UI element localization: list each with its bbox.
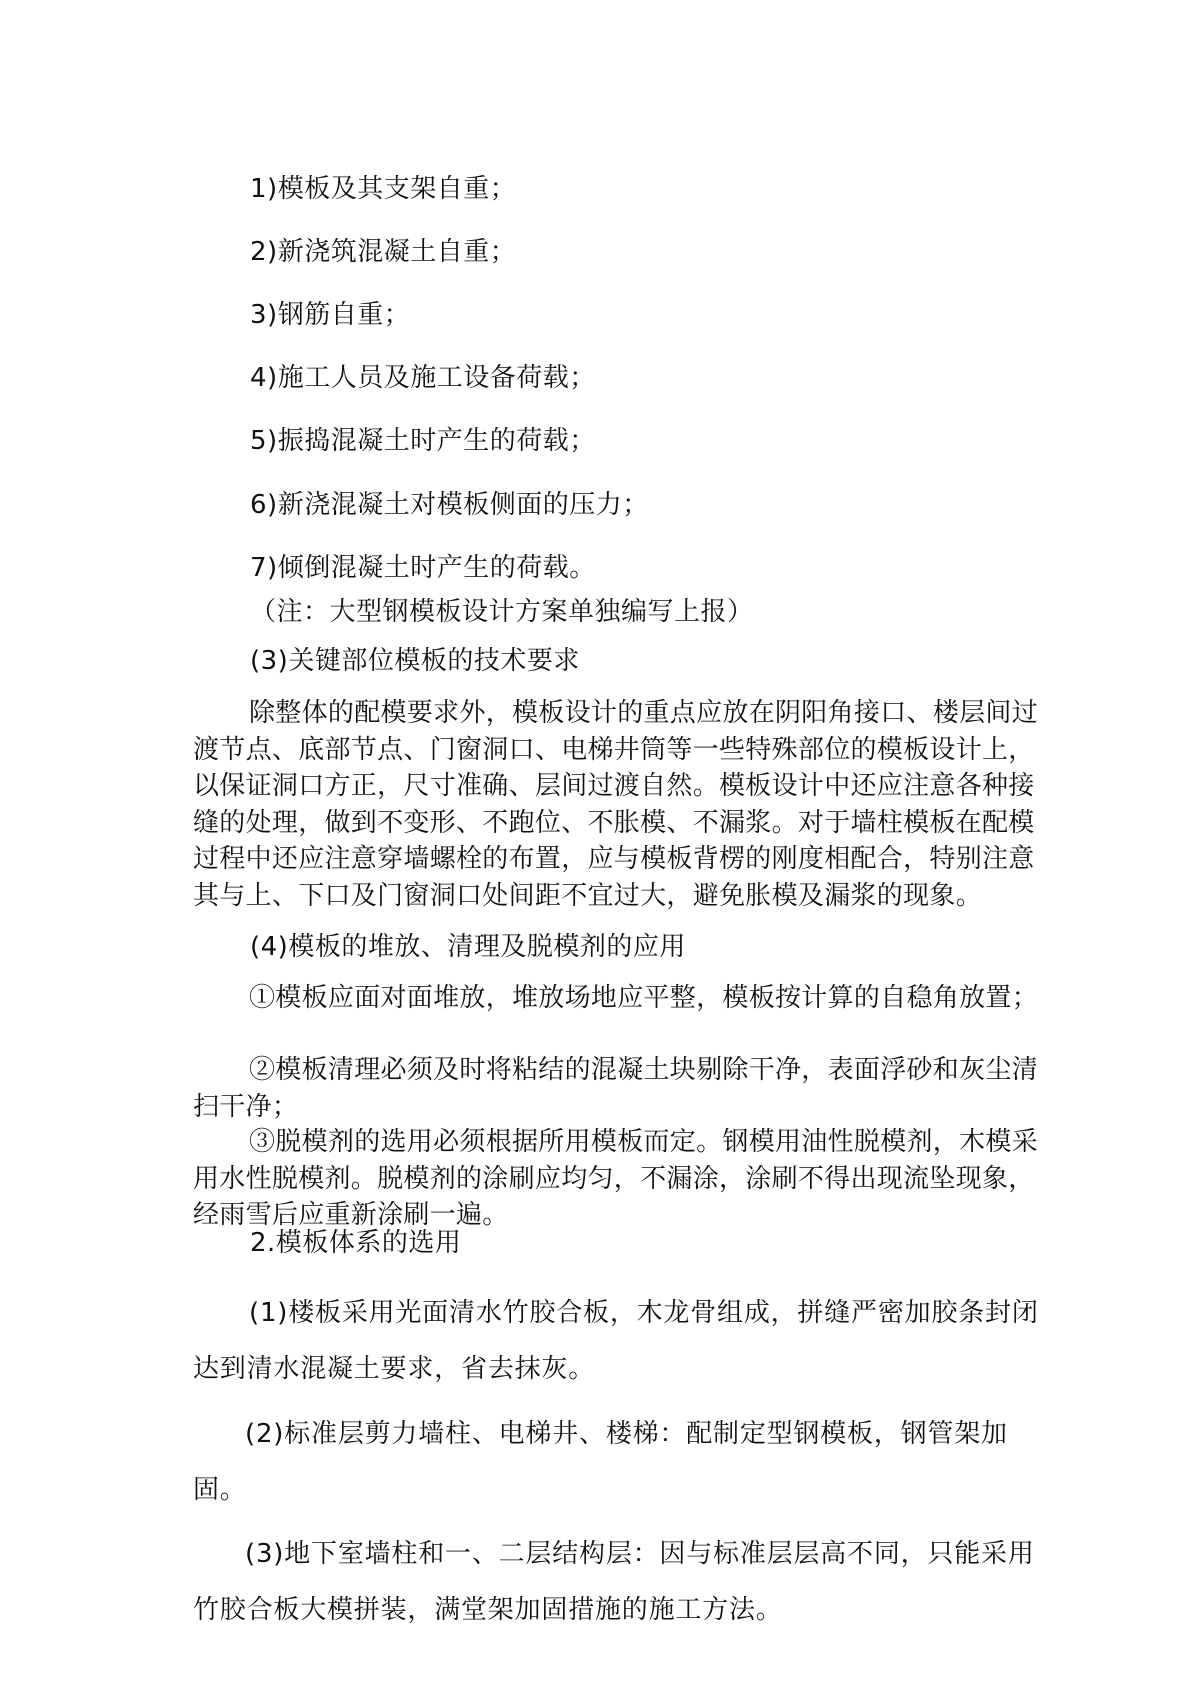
- list-item: [193, 1406, 1043, 1518]
- section-title: 关键部位模板的技术要求: [288, 646, 580, 676]
- section-number: (4): [250, 932, 289, 962]
- item-text: 新浇混凝土对模板侧面的压力；: [277, 490, 649, 520]
- list-item: [193, 1285, 1043, 1397]
- load-item: [250, 361, 596, 395]
- section-title: 模板体系的选用: [275, 1228, 462, 1258]
- list-item: ③脱模剂的选用必须根据所用模板而定。钢模用油性脱模剂，木模采用水性脱模剂。脱模剂的涂刷应均匀，不漏涂，涂刷不得出现流坠现象，经雨雪后应重新涂刷一遍。: [193, 1127, 1039, 1230]
- section-heading: [250, 1226, 461, 1260]
- item-number: (1): [249, 1298, 289, 1328]
- load-item: [250, 551, 596, 585]
- section-number: 2.: [250, 1228, 276, 1258]
- load-item: [250, 235, 516, 269]
- section-heading: [250, 644, 580, 678]
- item-number: 2): [250, 237, 278, 267]
- item-text: 振捣混凝土时产生的荷载；: [277, 426, 596, 456]
- item-number: 5): [250, 426, 278, 456]
- item-number: 6): [250, 490, 278, 520]
- list-item: [193, 1526, 1043, 1638]
- load-item: [250, 172, 516, 206]
- load-item: [250, 298, 410, 332]
- item-number: 4): [250, 363, 278, 393]
- item-number: (3): [245, 1539, 285, 1569]
- item-text: 倾倒混凝土时产生的荷载。: [277, 553, 596, 583]
- list-item: ②模板清理必须及时将粘结的混凝土块剔除干净，表面浮砂和灰尘清扫干净；: [193, 1055, 1039, 1122]
- item-text: 钢筋自重；: [277, 300, 411, 330]
- item-text: 模板及其支架自重；: [277, 174, 517, 204]
- item-text: 新浇筑混凝土自重；: [277, 237, 517, 267]
- item-text: 楼板采用光面清水竹胶合板，木龙骨组成，拼缝严密加胶条封闭达到清水混凝土要求，省去抹灰。: [193, 1298, 1039, 1384]
- item-text: 标准层剪力墙柱、电梯井、楼梯：配制定型钢模板，钢管架加固。: [193, 1419, 1008, 1505]
- note: （注：大型钢模板设计方案单独编写上报）: [250, 597, 754, 627]
- section-heading: [250, 930, 686, 964]
- item-number: 1): [250, 174, 278, 204]
- item-number: 3): [250, 300, 278, 330]
- item-text: 地下室墙柱和一、二层结构层：因与标准层层高不同，只能采用竹胶合板大模拼装，满堂架加固措施的施工方法。: [193, 1539, 1035, 1625]
- section-number: (3): [250, 646, 289, 676]
- load-item: [250, 488, 649, 522]
- list-item: ①模板应面对面堆放，堆放场地应平整，模板按计算的自稳角放置；: [249, 983, 1039, 1013]
- item-text: 施工人员及施工设备荷载；: [277, 363, 596, 393]
- item-number: (2): [245, 1419, 285, 1449]
- item-number: 7): [250, 553, 278, 583]
- section-title: 模板的堆放、清理及脱模剂的应用: [288, 932, 686, 962]
- body-paragraph: 除整体的配模要求外，模板设计的重点应放在阴阳角接口、楼层间过渡节点、底部节点、门窗洞口、电梯井筒等一些特殊部位的模板设计上，以保证洞口方正，尺寸准确、层间过渡自然。模板设计中还应注意各种接缝的处理，做到不变形、不跑位、不胀模、不漏浆。对于墙柱模板在配模过程中还应注意穿墙螺栓的布置，应与模板背楞的刚度相配合，特别注意其与上、下口及门窗洞口处间距不宜过大，避免胀模及漏浆的现象。: [193, 698, 1039, 911]
- load-item: [250, 424, 596, 458]
